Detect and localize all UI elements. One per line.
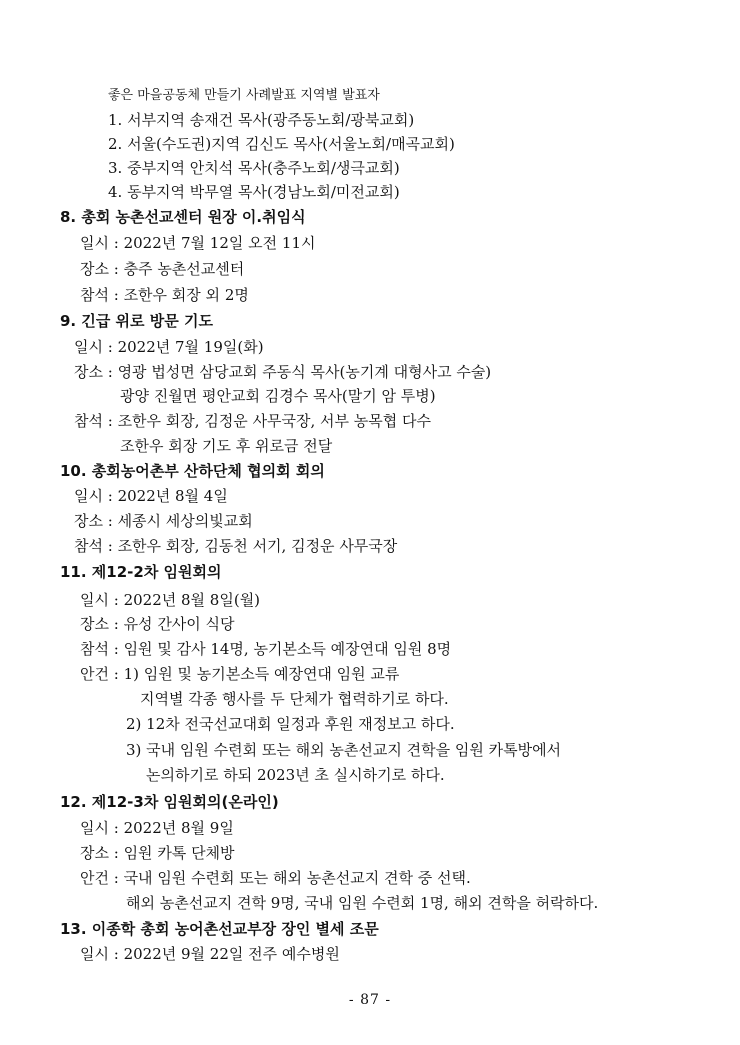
section-11-agenda-2: 2) 12차 전국선교대회 일정과 후원 재정보고 하다. xyxy=(126,715,455,733)
presenter-item-4: 4. 동부지역 박무열 목사(경남노회/미전교회) xyxy=(108,183,400,201)
section-9-heading: 9. 긴급 위로 방문 기도 xyxy=(60,312,213,330)
presenter-item-2: 2. 서울(수도권)지역 김신도 목사(서울노회/매곡교회) xyxy=(108,135,455,153)
section-11-attendees: 참석 : 임원 및 감사 14명, 농기본소득 예장연대 임원 8명 xyxy=(80,640,452,658)
section-12-agenda-1: 안건 : 국내 임원 수련회 또는 해외 농촌선교지 견학 중 선택. xyxy=(80,869,471,887)
section-12-heading: 12. 제12-3차 임원회의(온라인) xyxy=(60,793,279,811)
section-11-date: 일시 : 2022년 8월 8일(월) xyxy=(80,591,261,609)
section-8-place: 장소 : 충주 농촌선교센터 xyxy=(80,260,245,278)
section-11-agenda-1: 안건 : 1) 임원 및 농기본소득 예장연대 임원 교류 xyxy=(80,665,400,683)
section-13-heading: 13. 이종학 총회 농어촌선교부장 장인 별세 조문 xyxy=(60,920,379,938)
section-9-attendees-1: 참석 : 조한우 회장, 김정운 사무국장, 서부 농목협 다수 xyxy=(74,412,432,430)
section-11-agenda-3: 3) 국내 임원 수련회 또는 해외 농촌선교지 견학을 임원 카톡방에서 xyxy=(126,741,562,759)
section-9-place-1: 장소 : 영광 법성면 삼당교회 주동식 목사(농기계 대형사고 수술) xyxy=(74,363,492,381)
section-8-date: 일시 : 2022년 7월 12일 오전 11시 xyxy=(80,234,316,252)
section-8-heading: 8. 총회 농촌선교센터 원장 이.취임식 xyxy=(60,208,306,226)
presenter-item-1: 1. 서부지역 송재건 목사(광주동노회/광북교회) xyxy=(108,111,415,129)
section-9-date: 일시 : 2022년 7월 19일(화) xyxy=(74,338,264,356)
section-12-place: 장소 : 임원 카톡 단체방 xyxy=(80,844,235,862)
section-10-heading: 10. 총회농어촌부 산하단체 협의회 회의 xyxy=(60,462,325,480)
section-13-date: 일시 : 2022년 9월 22일 전주 예수병원 xyxy=(80,945,340,963)
presenters-caption: 좋은 마을공동체 만들기 사례발표 지역별 발표자 xyxy=(108,88,380,103)
section-11-place: 장소 : 유성 간사이 식당 xyxy=(80,615,235,633)
section-10-attendees: 참석 : 조한우 회장, 김동천 서기, 김정운 사무국장 xyxy=(74,537,398,555)
section-11-agenda-3-detail: 논의하기로 하되 2023년 초 실시하기로 하다. xyxy=(146,766,445,784)
section-11-agenda-1-detail: 지역별 각종 행사를 두 단체가 협력하기로 하다. xyxy=(140,690,449,708)
section-10-date: 일시 : 2022년 8월 4일 xyxy=(74,487,228,505)
presenter-item-3: 3. 중부지역 안치석 목사(충주노회/생극교회) xyxy=(108,159,400,177)
section-12-agenda-2: 해외 농촌선교지 견학 9명, 국내 임원 수련회 1명, 해외 견학을 허락하다. xyxy=(126,894,599,912)
section-10-place: 장소 : 세종시 세상의빛교회 xyxy=(74,512,253,530)
section-9-place-2: 광양 진월면 평안교회 김경수 목사(말기 암 투병) xyxy=(120,387,436,405)
section-8-attendees: 참석 : 조한우 회장 외 2명 xyxy=(80,286,249,304)
section-11-heading: 11. 제12-2차 임원회의 xyxy=(60,563,222,581)
page-number: - 87 - xyxy=(348,992,392,1008)
section-12-date: 일시 : 2022년 8월 9일 xyxy=(80,819,234,837)
section-9-attendees-2: 조한우 회장 기도 후 위로금 전달 xyxy=(120,437,333,455)
